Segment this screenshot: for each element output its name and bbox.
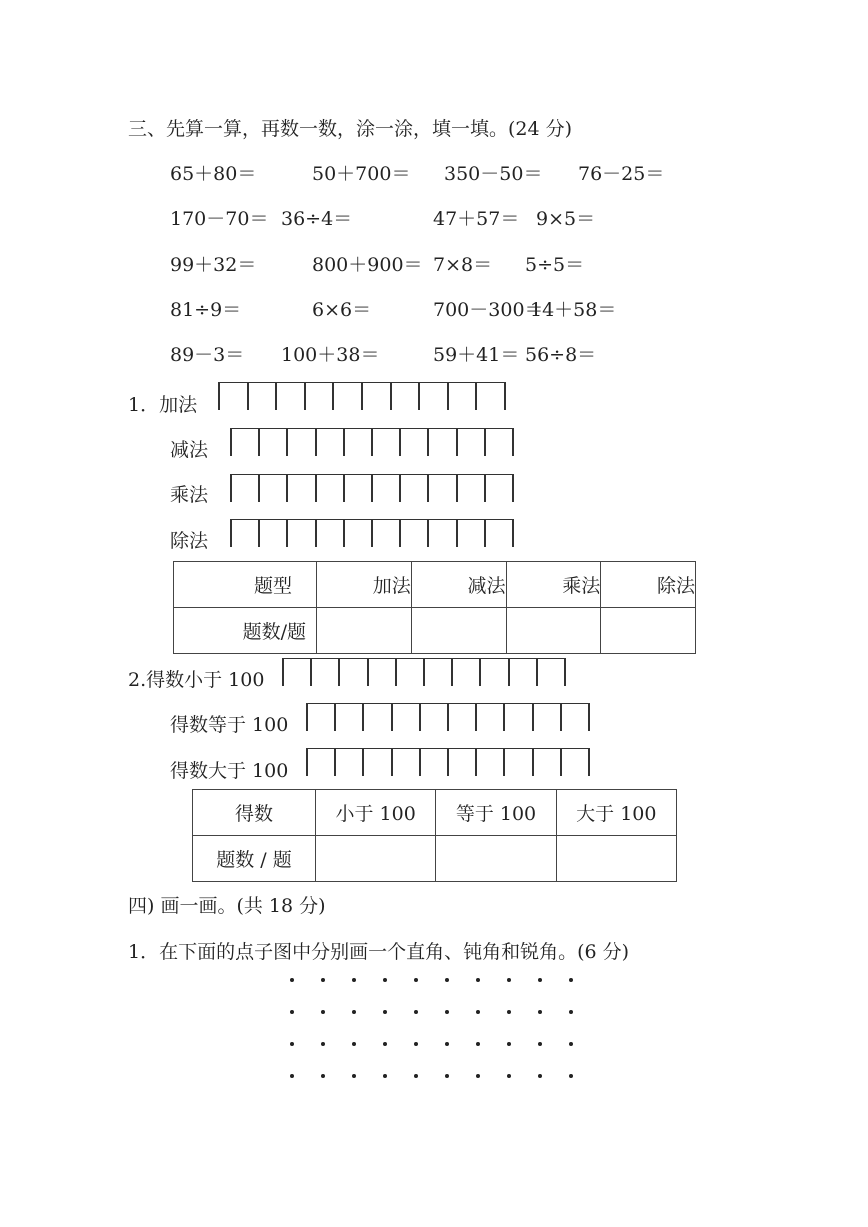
bar-divider bbox=[564, 658, 566, 686]
expr: 56÷8＝ bbox=[525, 344, 597, 366]
bar-divider bbox=[395, 658, 397, 686]
bar-divider bbox=[560, 703, 562, 731]
bar-divider bbox=[451, 658, 453, 686]
expr: 76－25＝ bbox=[578, 163, 665, 185]
bar-divider bbox=[315, 474, 317, 502]
part2-label-equal: 得数等于 100 bbox=[170, 714, 289, 736]
bar-divider bbox=[371, 428, 373, 456]
bar-divider bbox=[286, 428, 288, 456]
grid-dot bbox=[414, 1042, 418, 1046]
grid-dot bbox=[321, 1042, 325, 1046]
bar-divider bbox=[306, 748, 308, 776]
grid-dot bbox=[538, 978, 542, 982]
grid-dot bbox=[445, 1010, 449, 1014]
bar-divider bbox=[247, 382, 249, 410]
grid-dot bbox=[445, 978, 449, 982]
grid-dot bbox=[290, 1074, 294, 1078]
bar-divider bbox=[258, 474, 260, 502]
section-4-title: 四) 画一画。(共 18 分) bbox=[128, 895, 326, 917]
table-header-cell: 减法 bbox=[411, 562, 506, 608]
expr: 170－70＝ bbox=[170, 208, 269, 230]
color-bar-division[interactable] bbox=[230, 519, 514, 549]
part2-label-greater: 得数大于 100 bbox=[170, 760, 289, 782]
table-header-cell: 小于 100 bbox=[316, 790, 436, 836]
bar-divider bbox=[286, 519, 288, 547]
bar-divider bbox=[447, 382, 449, 410]
grid-dot bbox=[476, 1042, 480, 1046]
bar-divider bbox=[512, 519, 514, 547]
bar-divider bbox=[361, 382, 363, 410]
bar-divider bbox=[532, 748, 534, 776]
expr: 7×8＝ bbox=[433, 254, 493, 276]
bar-divider bbox=[479, 658, 481, 686]
grid-dot bbox=[352, 1010, 356, 1014]
expr: 100＋38＝ bbox=[281, 344, 380, 366]
bar-divider bbox=[343, 519, 345, 547]
bar-divider bbox=[532, 703, 534, 731]
grid-dot bbox=[538, 1010, 542, 1014]
bar-divider bbox=[399, 519, 401, 547]
grid-dot bbox=[352, 978, 356, 982]
bar-divider bbox=[258, 519, 260, 547]
section-3-title: 三、先算一算，再数一数，涂一涂，填一填。(24 分) bbox=[128, 118, 573, 140]
bar-divider bbox=[447, 703, 449, 731]
bar-divider bbox=[230, 428, 232, 456]
dot-grid[interactable] bbox=[290, 978, 580, 1082]
bar-divider bbox=[343, 428, 345, 456]
grid-dot bbox=[414, 1074, 418, 1078]
bar-divider bbox=[362, 703, 364, 731]
bar-divider bbox=[343, 474, 345, 502]
bar-divider bbox=[362, 748, 364, 776]
grid-dot bbox=[445, 1074, 449, 1078]
bar-divider bbox=[484, 519, 486, 547]
answer-cell[interactable] bbox=[316, 836, 436, 882]
bar-divider bbox=[536, 658, 538, 686]
table-header-cell: 加法 bbox=[317, 562, 412, 608]
bar-divider bbox=[371, 519, 373, 547]
grid-dot bbox=[507, 1010, 511, 1014]
bar-divider bbox=[588, 703, 590, 731]
grid-dot bbox=[290, 1010, 294, 1014]
grid-dot bbox=[383, 1074, 387, 1078]
bar-divider bbox=[334, 748, 336, 776]
expr: 6×6＝ bbox=[312, 299, 372, 321]
expr: 47＋57＝ bbox=[433, 208, 520, 230]
table-row-label: 题数 / 题 bbox=[193, 836, 316, 882]
expr: 50＋700＝ bbox=[312, 163, 411, 185]
bar-divider bbox=[332, 382, 334, 410]
bar-divider bbox=[399, 428, 401, 456]
answer-cell[interactable] bbox=[506, 608, 601, 654]
answer-cell[interactable] bbox=[436, 836, 556, 882]
bar-divider bbox=[334, 703, 336, 731]
bar-divider bbox=[484, 428, 486, 456]
grid-dot bbox=[569, 978, 573, 982]
bar-divider bbox=[456, 519, 458, 547]
bar-divider bbox=[286, 474, 288, 502]
expr: 9×5＝ bbox=[536, 208, 596, 230]
bar-divider bbox=[418, 382, 420, 410]
table-header-cell: 大于 100 bbox=[556, 790, 676, 836]
expr: 14＋58＝ bbox=[530, 299, 617, 321]
bar-divider bbox=[367, 658, 369, 686]
grid-dot bbox=[383, 1010, 387, 1014]
bar-divider bbox=[475, 382, 477, 410]
expr: 700－300＝ bbox=[433, 299, 544, 321]
grid-dot bbox=[476, 1010, 480, 1014]
color-bar-subtraction[interactable] bbox=[230, 428, 514, 458]
grid-dot bbox=[476, 978, 480, 982]
bar-divider bbox=[512, 428, 514, 456]
table-header-cell: 得数 bbox=[193, 790, 316, 836]
bar-divider bbox=[282, 658, 284, 686]
expr: 5÷5＝ bbox=[525, 254, 585, 276]
grid-dot bbox=[538, 1042, 542, 1046]
grid-dot bbox=[569, 1042, 573, 1046]
grid-dot bbox=[321, 1074, 325, 1078]
grid-dot bbox=[445, 1042, 449, 1046]
table-header-cell: 乘法 bbox=[506, 562, 601, 608]
answer-cell[interactable] bbox=[411, 608, 506, 654]
part1-label-multiplication: 乘法 bbox=[170, 484, 209, 506]
bar-divider bbox=[484, 474, 486, 502]
grid-dot bbox=[290, 978, 294, 982]
color-bar-less[interactable] bbox=[282, 658, 566, 688]
part1-label-addition: 1．加法 bbox=[128, 394, 198, 416]
bar-divider bbox=[315, 428, 317, 456]
bar-divider bbox=[391, 703, 393, 731]
expr: 81÷9＝ bbox=[170, 299, 242, 321]
bar-divider bbox=[475, 703, 477, 731]
expr: 350－50＝ bbox=[444, 163, 543, 185]
part1-label-subtraction: 减法 bbox=[170, 439, 209, 461]
bar-divider bbox=[504, 382, 506, 410]
bar-divider bbox=[456, 428, 458, 456]
grid-dot bbox=[383, 978, 387, 982]
part1-label-division: 除法 bbox=[170, 530, 209, 552]
expr: 99＋32＝ bbox=[170, 254, 257, 276]
answer-cell[interactable] bbox=[556, 836, 676, 882]
expr: 800＋900＝ bbox=[312, 254, 423, 276]
expr: 65＋80＝ bbox=[170, 163, 257, 185]
grid-dot bbox=[352, 1042, 356, 1046]
bar-divider bbox=[475, 748, 477, 776]
answer-cell[interactable] bbox=[601, 608, 696, 654]
bar-divider bbox=[275, 382, 277, 410]
bar-divider bbox=[390, 382, 392, 410]
bar-divider bbox=[338, 658, 340, 686]
bar-divider bbox=[258, 428, 260, 456]
grid-dot bbox=[321, 1010, 325, 1014]
grid-dot bbox=[414, 978, 418, 982]
bar-divider bbox=[503, 748, 505, 776]
grid-dot bbox=[507, 1042, 511, 1046]
section-4-question-1: 1．在下面的点子图中分别画一个直角、钝角和锐角。(6 分) bbox=[128, 941, 630, 963]
table-row-label: 题数/题 bbox=[174, 608, 317, 654]
grid-dot bbox=[569, 1010, 573, 1014]
expr: 89－3＝ bbox=[170, 344, 245, 366]
expr: 59＋41＝ bbox=[433, 344, 520, 366]
bar-divider bbox=[230, 474, 232, 502]
bar-divider bbox=[588, 748, 590, 776]
bar-divider bbox=[427, 474, 429, 502]
grid-dot bbox=[538, 1074, 542, 1078]
answer-cell[interactable] bbox=[317, 608, 412, 654]
bar-divider bbox=[427, 519, 429, 547]
grid-dot bbox=[290, 1042, 294, 1046]
grid-dot bbox=[352, 1074, 356, 1078]
count-table-operations bbox=[173, 561, 696, 654]
grid-dot bbox=[321, 978, 325, 982]
bar-divider bbox=[371, 474, 373, 502]
bar-divider bbox=[230, 519, 232, 547]
bar-divider bbox=[512, 474, 514, 502]
grid-dot bbox=[507, 978, 511, 982]
bar-divider bbox=[447, 748, 449, 776]
table-header-cell: 除法 bbox=[601, 562, 696, 608]
color-bar-equal[interactable] bbox=[306, 703, 590, 733]
expr: 36÷4＝ bbox=[281, 208, 353, 230]
bar-divider bbox=[399, 474, 401, 502]
bar-divider bbox=[419, 703, 421, 731]
color-bar-addition[interactable] bbox=[218, 382, 506, 412]
bar-divider bbox=[315, 519, 317, 547]
bar-divider bbox=[508, 658, 510, 686]
color-bar-multiplication[interactable] bbox=[230, 474, 514, 504]
bar-divider bbox=[304, 382, 306, 410]
bar-divider bbox=[560, 748, 562, 776]
bar-divider bbox=[306, 703, 308, 731]
bar-divider bbox=[218, 382, 220, 410]
grid-dot bbox=[569, 1074, 573, 1078]
bar-divider bbox=[391, 748, 393, 776]
bar-divider bbox=[419, 748, 421, 776]
grid-dot bbox=[476, 1074, 480, 1078]
grid-dot bbox=[414, 1010, 418, 1014]
bar-divider bbox=[456, 474, 458, 502]
table-header-cell: 题型 bbox=[174, 562, 317, 608]
table-header-cell: 等于 100 bbox=[436, 790, 556, 836]
grid-dot bbox=[507, 1074, 511, 1078]
bar-divider bbox=[503, 703, 505, 731]
bar-divider bbox=[310, 658, 312, 686]
bar-divider bbox=[427, 428, 429, 456]
grid-dot bbox=[383, 1042, 387, 1046]
count-table-results bbox=[192, 789, 677, 882]
bar-divider bbox=[423, 658, 425, 686]
part2-label-less: 2.得数小于 100 bbox=[128, 669, 265, 691]
color-bar-greater[interactable] bbox=[306, 748, 590, 778]
